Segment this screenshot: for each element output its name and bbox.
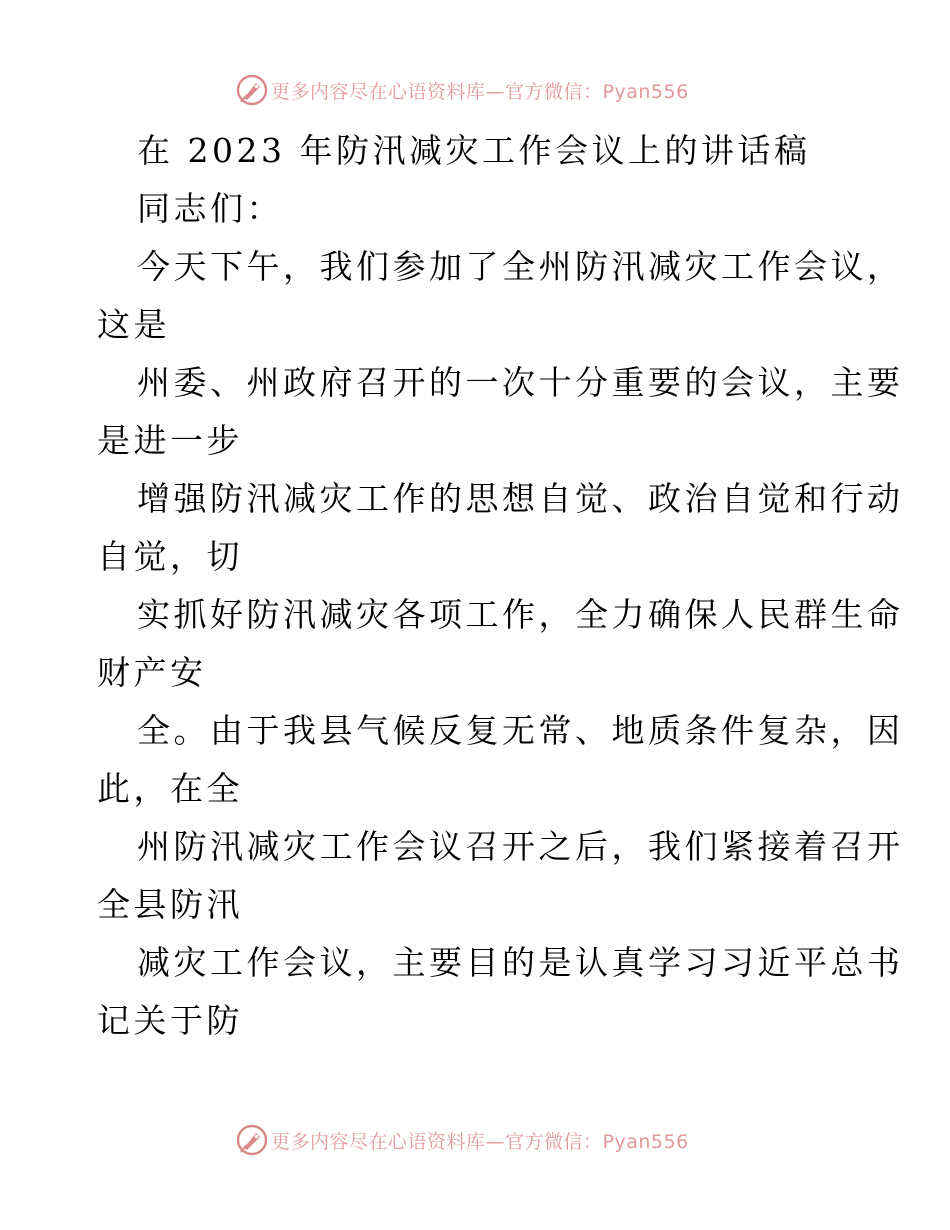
body-line: 全县防汛 [97, 885, 243, 924]
watermark-text: 更多内容尽在心语资料库—官方微信：Pyan556 [271, 80, 689, 103]
body-line: 减灾工作会议，主要目的是认真学习习近平总书 [137, 943, 904, 982]
body-line: 记关于防 [97, 1001, 243, 1040]
body-line: 是进一步 [97, 421, 243, 460]
document-title: 在 2023 年防汛减灾工作会议上的讲话稿 [137, 131, 811, 170]
body-line: 州防汛减灾工作会议召开之后，我们紧接着召开 [137, 827, 904, 866]
body-line: 此，在全 [97, 769, 243, 808]
pen-nib-circle-icon [235, 73, 269, 107]
body-line: 这是 [97, 305, 170, 344]
body-line: 自觉，切 [97, 537, 243, 576]
body-line: 财产安 [97, 653, 207, 692]
pen-nib-circle-icon [235, 1123, 269, 1157]
greeting: 同志们： [137, 189, 283, 228]
document-body [97, 122, 904, 1050]
body-line: 今天下午，我们参加了全州防汛减灾工作会议， [137, 247, 904, 286]
header-watermark [235, 73, 689, 107]
body-line: 州委、州政府召开的一次十分重要的会议，主要 [137, 363, 904, 402]
body-line: 增强防汛减灾工作的思想自觉、政治自觉和行动 [137, 479, 904, 518]
body-line: 全。由于我县气候反复无常、地质条件复杂，因 [137, 711, 904, 750]
watermark-text: 更多内容尽在心语资料库—官方微信：Pyan556 [271, 1130, 689, 1153]
body-line: 实抓好防汛减灾各项工作，全力确保人民群生命 [137, 595, 904, 634]
footer-watermark [235, 1123, 689, 1157]
